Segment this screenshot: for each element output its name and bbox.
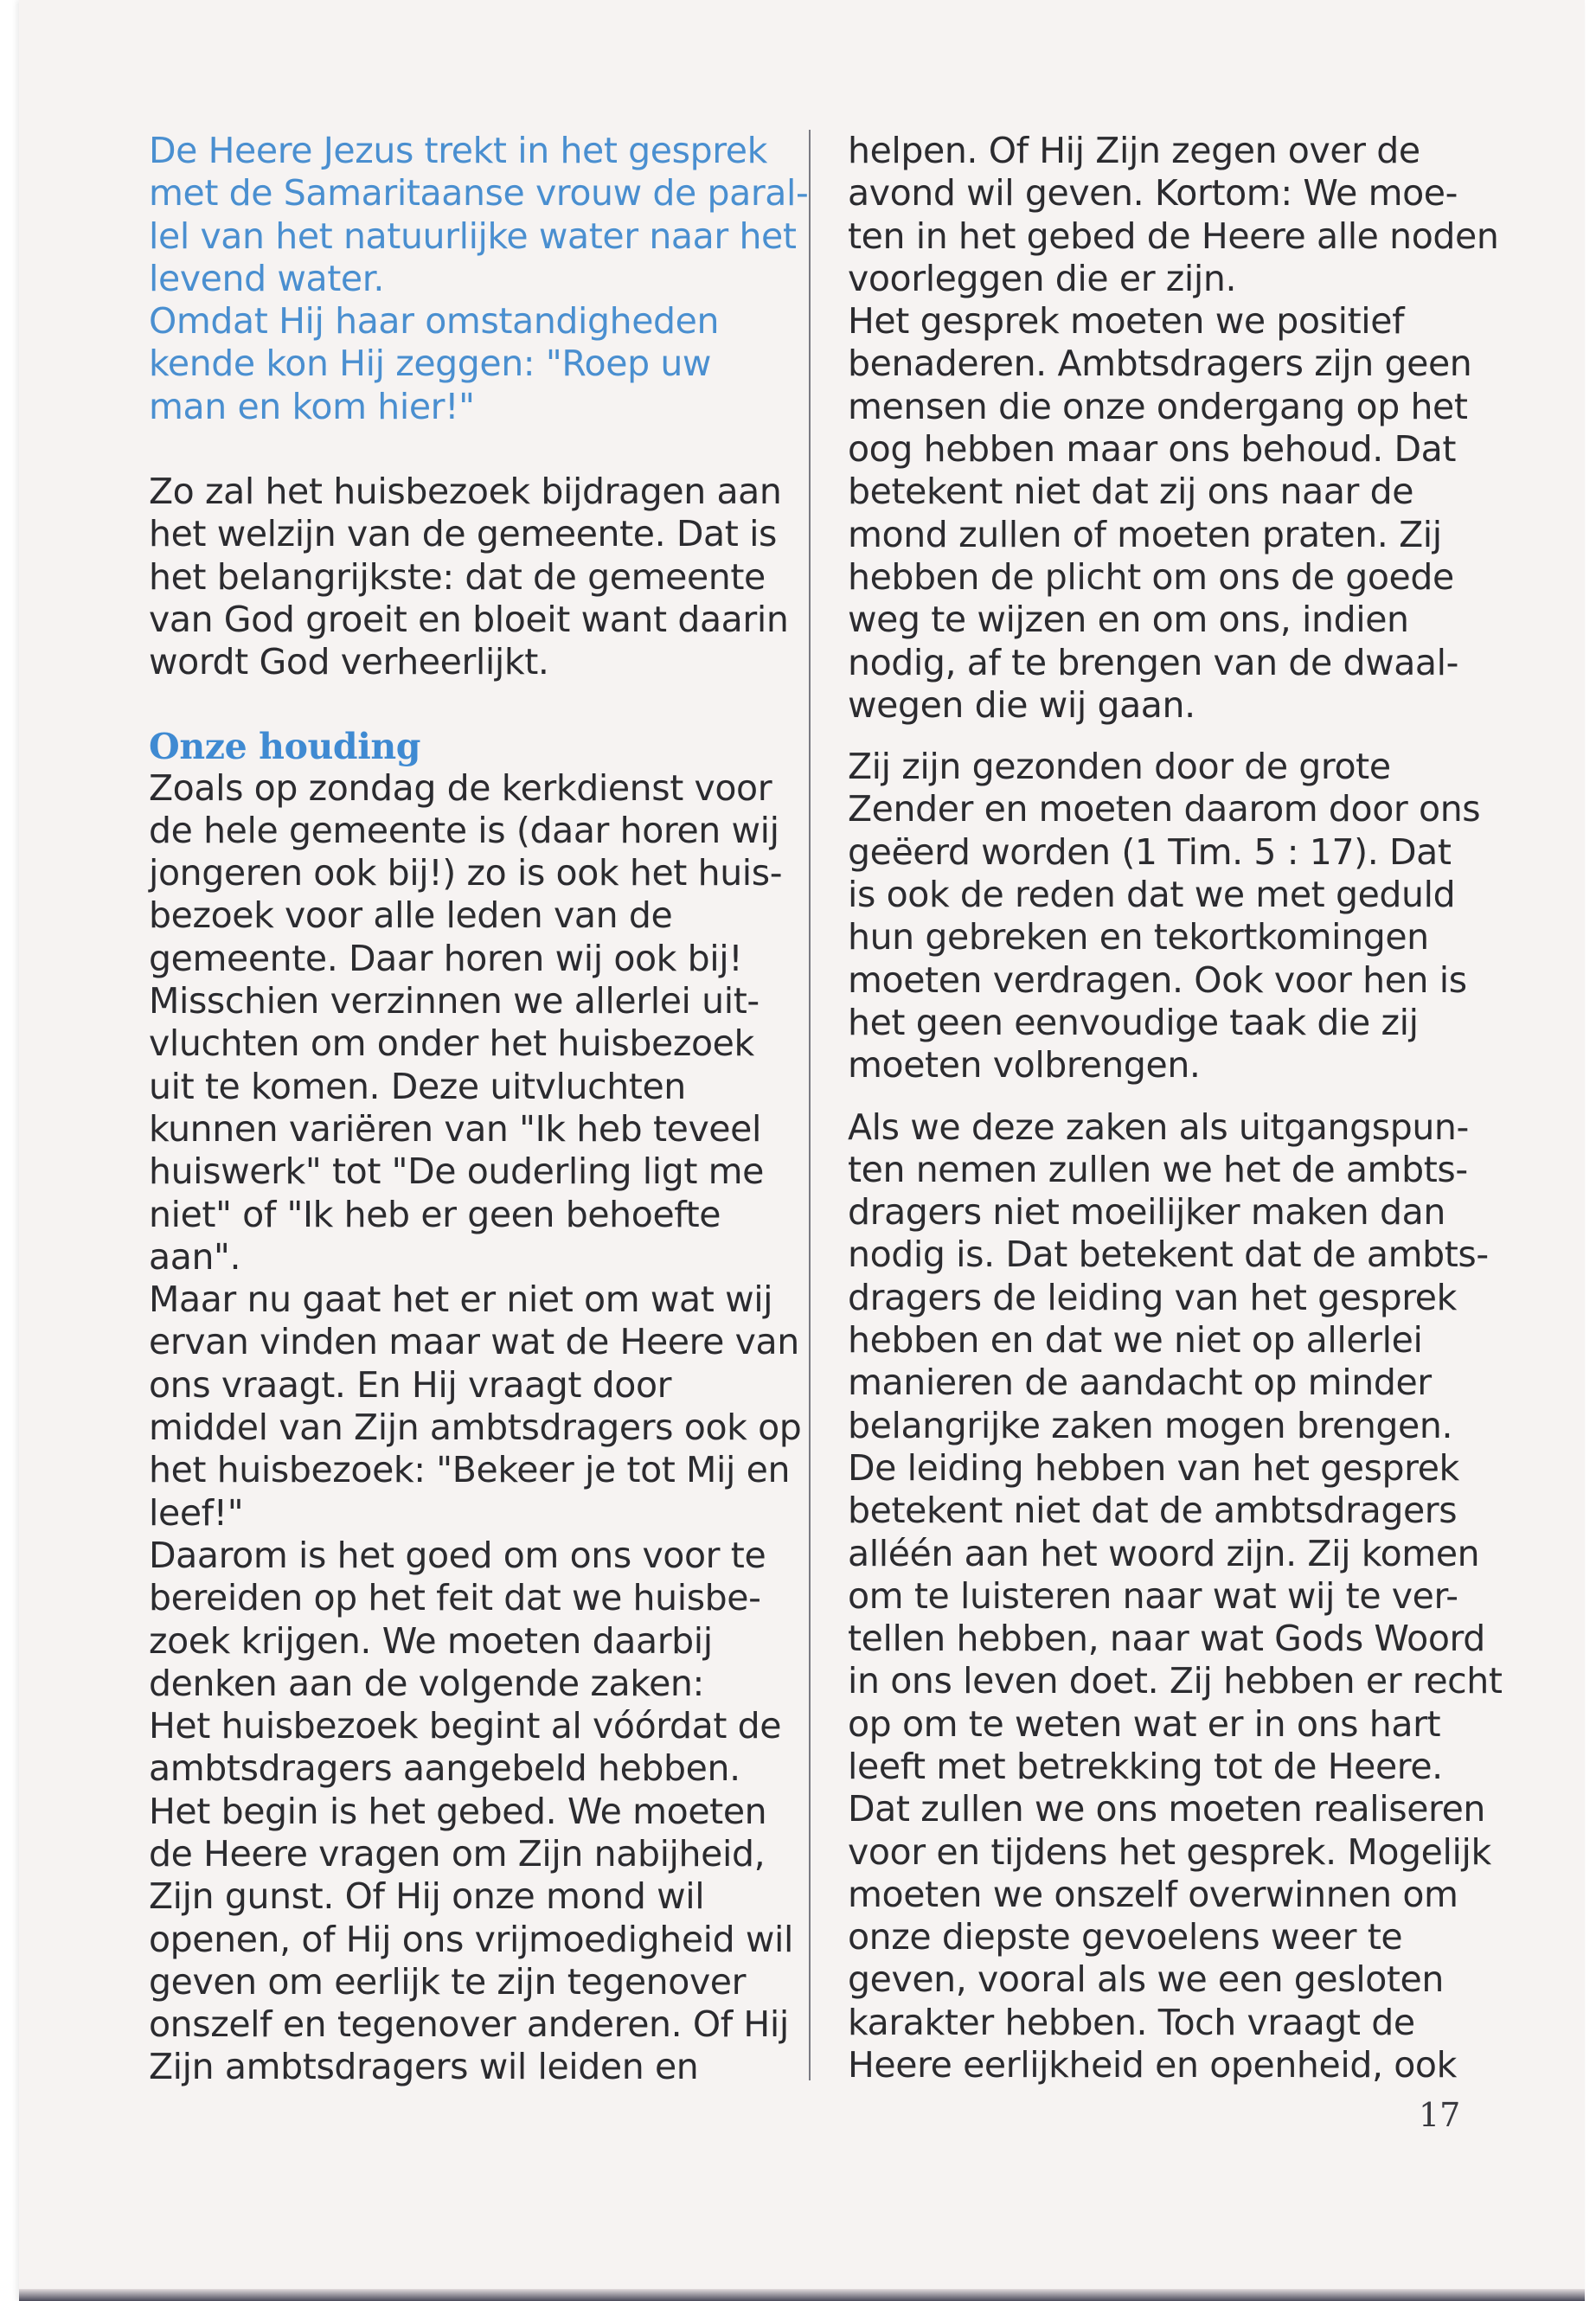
text-line: geven om eerlijk te zijn tegenover — [149, 1960, 747, 2003]
text-line: benaderen. Ambtsdragers zijn geen — [848, 343, 1472, 385]
text-line: het welzijn van de gemeente. Dat is — [149, 513, 778, 555]
text-line: karakter hebben. Toch vraagt de — [848, 2001, 1415, 2043]
left-column — [149, 130, 809, 2089]
text-line: Omdat Hij haar omstandigheden — [149, 300, 720, 343]
text-line: voor en tijdens het gesprek. Mogelijk — [848, 1830, 1491, 1873]
text-line: het geen eenvoudige taak die zij — [848, 1001, 1419, 1043]
text-line: wordt God verheerlijkt. — [149, 641, 549, 683]
text-line: de Heere vragen om Zijn nabijheid, — [149, 1832, 766, 1875]
text-line: bereiden op het feit dat we huisbe- — [149, 1577, 761, 1619]
text-line: belangrijke zaken mogen brengen. — [848, 1404, 1453, 1446]
text-line: het huisbezoek: "Bekeer je tot Mij en — [149, 1449, 791, 1491]
paragraph-leiding — [848, 1446, 1503, 2086]
text-line: nodig, af te brengen van de dwaal- — [848, 641, 1459, 683]
text-line: Heere eerlijkheid en openheid, ook — [848, 2044, 1457, 2086]
text-line: huiswerk" tot "De ouderling ligt me — [149, 1150, 765, 1193]
text-line: jongeren ook bij!) zo is ook het huis- — [149, 852, 783, 894]
text-line: denken aan de volgende zaken: — [149, 1662, 704, 1704]
text-line: weg te wijzen en om ons, indien — [848, 599, 1409, 641]
text-line: leeft met betrekking tot de Heere. — [848, 1745, 1443, 1787]
text-line: tellen hebben, naar wat Gods Woord — [848, 1618, 1485, 1660]
text-line: hebben en dat we niet op allerlei — [848, 1319, 1423, 1362]
text-line: Daarom is het goed om ons voor te — [149, 1534, 766, 1576]
page-number: 17 — [1419, 2096, 1461, 2134]
text-line: onszelf en tegenover anderen. Of Hij — [149, 2003, 789, 2046]
text-line: ten nemen zullen we het de ambts- — [848, 1148, 1468, 1190]
text-line: moeten volbrengen. — [848, 1044, 1201, 1086]
text-line: Dat zullen we ons moeten realiseren — [848, 1788, 1485, 1830]
text-line: kunnen variëren van "Ik heb teveel — [149, 1107, 761, 1150]
text-line: met de Samaritaanse vrouw de paral- — [149, 172, 809, 215]
paragraph-uitgangspunten — [848, 1106, 1489, 1447]
text-line: ambtsdragers aangebeld hebben. — [149, 1747, 740, 1790]
text-line: oog hebben maar ons behoud. Dat — [848, 428, 1457, 471]
text-line: kende kon Hij zeggen: "Roep uw — [149, 343, 712, 385]
text-line: van God groeit en bloeit want daarin — [149, 598, 789, 640]
text-line: avond wil geven. Kortom: We moe- — [848, 172, 1458, 215]
text-line: geven, vooral als we een gesloten — [848, 1958, 1444, 2001]
text-line: ten in het gebed de Heere alle noden — [848, 215, 1499, 257]
text-line: De leiding hebben van het gesprek — [848, 1446, 1459, 1489]
paragraph-heere-vraagt — [149, 1279, 802, 1535]
section-heading: Onze houding — [149, 725, 421, 767]
column-divider — [809, 130, 811, 2080]
text-line: dragers de leiding van het gesprek — [848, 1276, 1457, 1318]
text-line: is ook de reden dat we met geduld — [848, 874, 1456, 916]
text-line: onze diepste gevoelens weer te — [848, 1916, 1403, 1958]
paragraph-positief — [848, 300, 1471, 727]
text-line: aan". — [149, 1235, 241, 1278]
text-line: ons vraagt. En Hij vraagt door — [149, 1363, 672, 1406]
text-line: de hele gemeente is (daar horen wij — [149, 809, 779, 851]
paragraph-helpen — [848, 130, 1499, 300]
text-line: ervan vinden maar wat de Heere van — [149, 1321, 799, 1363]
paragraph-voorbereiden — [149, 1535, 772, 1705]
text-line: betekent niet dat zij ons naar de — [848, 471, 1414, 513]
text-line: alléén aan het woord zijn. Zij komen — [848, 1532, 1480, 1574]
page-bottom-edge — [19, 2289, 1585, 2301]
text-line: hebben de plicht om ons de goede — [848, 555, 1454, 598]
text-line: bezoek voor alle leden van de — [149, 894, 673, 937]
text-line: om te luisteren naar wat wij te ver- — [848, 1574, 1458, 1617]
text-line: man en kom hier!" — [149, 385, 475, 427]
text-line: De Heere Jezus trekt in het gesprek — [149, 130, 767, 171]
text-line: Zoals op zondag de kerkdienst voor — [149, 766, 772, 809]
text-line: geëerd worden (1 Tim. 5 : 17). Dat — [848, 830, 1452, 873]
text-line: leef!" — [149, 1491, 244, 1534]
text-line: voorleggen die er zijn. — [848, 257, 1237, 299]
text-line: dragers niet moeilijker maken dan — [848, 1191, 1445, 1234]
text-line: in ons leven doet. Zij hebben er recht — [848, 1660, 1503, 1702]
text-line: hun gebreken en tekortkomingen — [848, 916, 1429, 958]
text-line: Het gesprek moeten we positief — [848, 300, 1405, 343]
text-line: manieren de aandacht op minder — [848, 1362, 1432, 1404]
text-line: Zijn ambtsdragers wil leiden en — [149, 2046, 699, 2088]
paragraph-welzijn — [149, 471, 789, 683]
text-line: vluchten om onder het huisbezoek — [149, 1022, 754, 1065]
text-line: uit te komen. Deze uitvluchten — [149, 1065, 686, 1107]
text-line: middel van Zijn ambtsdragers ook op — [149, 1407, 802, 1449]
intro-paragraph-1 — [149, 130, 809, 300]
paragraph-begint — [149, 1705, 782, 1791]
text-line: Zijn gunst. Of Hij onze mond wil — [149, 1875, 705, 1918]
text-line: moeten we onszelf overwinnen om — [848, 1873, 1458, 1915]
text-line: betekent niet dat de ambtsdragers — [848, 1490, 1458, 1532]
text-line: mond zullen of moeten praten. Zij — [848, 513, 1442, 555]
text-line: Zo zal het huisbezoek bijdragen aan — [149, 471, 782, 513]
intro-paragraph-2 — [149, 300, 772, 428]
text-line: openen, of Hij ons vrijmoedigheid wil — [149, 1918, 794, 1960]
text-line: op om te weten wat er in ons hart — [848, 1702, 1441, 1745]
text-line: Zender en moeten daarom door ons — [848, 788, 1481, 830]
text-line: mensen die onze ondergang op het — [848, 385, 1468, 427]
text-line: lel van het natuurlijke water naar het — [149, 215, 797, 257]
text-line: het belangrijkste: dat de gemeente — [149, 555, 766, 598]
paragraph-gezonden — [848, 746, 1481, 1086]
text-line: Het begin is het gebed. We moeten — [149, 1790, 767, 1832]
text-line: gemeente. Daar horen wij ook bij! — [149, 937, 743, 979]
text-line: niet" of "Ik heb er geen behoefte — [149, 1193, 721, 1235]
text-line: zoek krijgen. We moeten daarbij — [149, 1619, 713, 1662]
text-line: helpen. Of Hij Zijn zegen over de — [848, 130, 1420, 171]
paragraph-gebed — [149, 1790, 794, 2089]
right-column — [848, 130, 1503, 2086]
text-line: Als we deze zaken als uitgangspun- — [848, 1106, 1469, 1148]
text-line: Maar nu gaat het er niet om wat wij — [149, 1279, 773, 1321]
text-line: levend water. — [149, 257, 385, 299]
paragraph-zondag — [149, 766, 783, 1279]
text-line: Misschien verzinnen we allerlei uit- — [149, 980, 760, 1022]
text-line: moeten verdragen. Ook voor hen is — [848, 958, 1467, 1001]
text-line: wegen die wij gaan. — [848, 683, 1195, 726]
text-line: nodig is. Dat betekent dat de ambts- — [848, 1234, 1489, 1276]
text-line: Zij zijn gezonden door de grote — [848, 746, 1391, 788]
text-line: Het huisbezoek begint al vóórdat de — [149, 1705, 782, 1747]
